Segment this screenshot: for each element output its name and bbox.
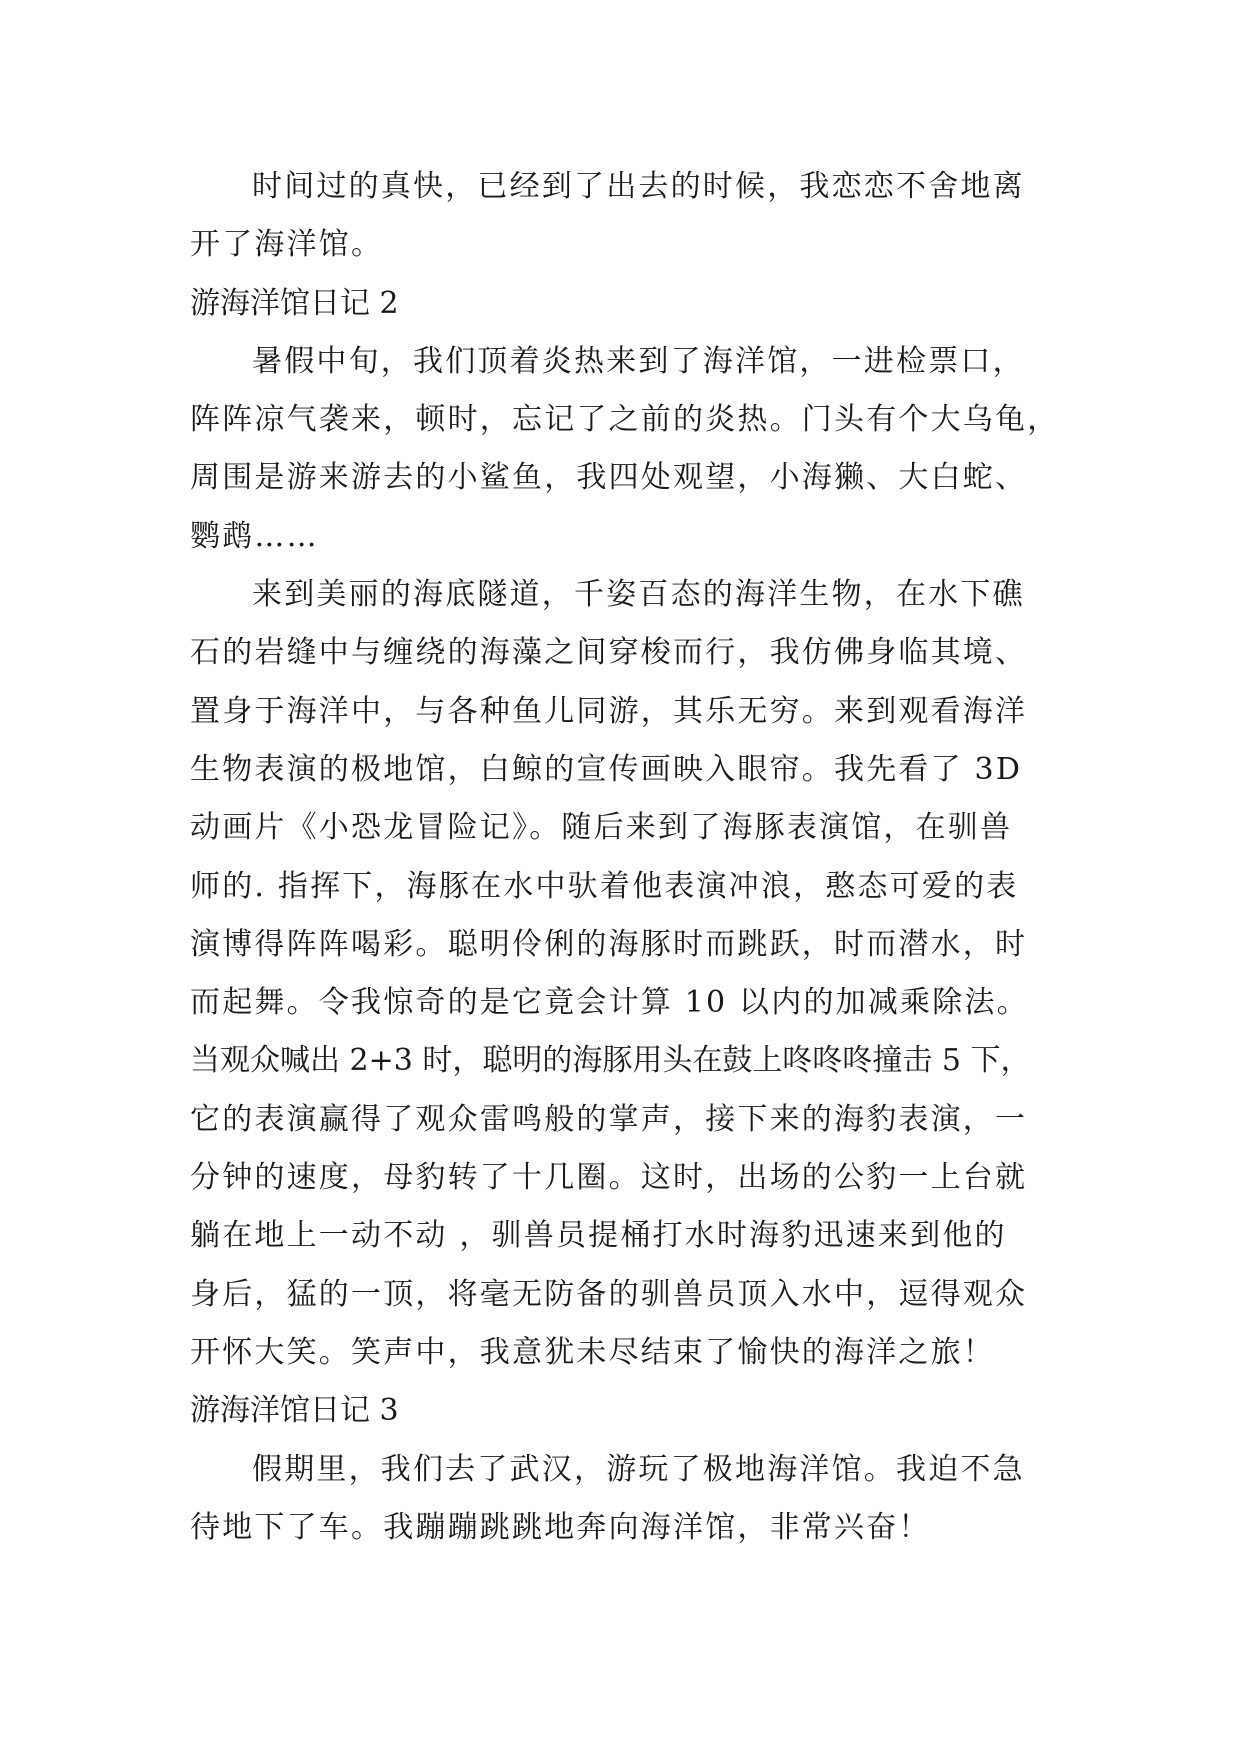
- text-line: 假期里，我们去了武汉，游玩了极地海洋馆。我迫不急: [252, 1451, 1025, 1487]
- text-line: 石的岩缝中与缠绕的海藻之间穿梭而行，我仿佛身临其境、: [190, 635, 1028, 671]
- paragraph: [190, 333, 1070, 566]
- text-line: 当观众喊出 2+3 时，聪明的海豚用头在鼓上咚咚咚撞击 5 下，: [190, 1043, 1031, 1079]
- text-line: 来到美丽的海底隧道，千姿百态的海洋生物，在水下礁: [252, 577, 1025, 613]
- paragraph: [190, 566, 1070, 1382]
- text-line: 待地下了车。我蹦蹦跳跳地奔向海洋馆，非常兴奋！: [190, 1509, 931, 1545]
- text-line: 开怀大笑。笑声中，我意犹未尽结束了愉快的海洋之旅！: [190, 1334, 995, 1370]
- text-line: 生物表演的极地馆，白鲸的宣传画映入眼帘。我先看了 3D: [190, 751, 1023, 787]
- text-line: 鹦鹉……: [190, 518, 319, 554]
- paragraph: [190, 1441, 1070, 1558]
- text-line: 阵阵凉气袭来，顿时，忘记了之前的炎热。门头有个大乌龟，: [190, 402, 1060, 438]
- text-line: 暑假中旬，我们顶着炎热来到了海洋馆，一进检票口，: [252, 343, 1025, 379]
- text-line: 开了海洋馆。: [190, 227, 384, 263]
- text-line: 周围是游来游去的小鲨鱼，我四处观望，小海獭、大白蛇、: [190, 460, 1028, 496]
- text-line: 而起舞。令我惊奇的是它竟会计算 10 以内的加减乘除法。: [190, 985, 1029, 1021]
- section-heading: 游海洋馆日记 2: [190, 285, 399, 321]
- text-line: 躺在地上一动不动 ，驯兽员提桶打水时海豹迅速来到他的: [190, 1218, 1007, 1254]
- document-body: [190, 158, 1070, 1557]
- text-line: 师的. 指挥下，海豚在水中驮着他表演冲浪，憨态可爱的表: [190, 868, 1019, 904]
- section-heading: 游海洋馆日记 3: [190, 1393, 399, 1429]
- text-line: 置身于海洋中，与各种鱼儿同游，其乐无穷。来到观看海洋: [190, 693, 1028, 729]
- text-line: 它的表演赢得了观众雷鸣般的掌声，接下来的海豹表演，一: [190, 1101, 1028, 1137]
- paragraph: [190, 158, 1070, 275]
- text-line: 演博得阵阵喝彩。聪明伶俐的海豚时而跳跃，时而潜水，时: [190, 926, 1028, 962]
- text-line: 分钟的速度，母豹转了十几圈。这时，出场的公豹一上台就: [190, 1160, 1028, 1196]
- text-line: 身后，猛的一顶，将毫无防备的驯兽员顶入水中，逗得观众: [190, 1276, 1028, 1312]
- text-line: 动画片《小恐龙冒险记》。随后来到了海豚表演馆，在驯兽: [190, 810, 1013, 846]
- text-line: 时间过的真快，已经到了出去的时候，我恋恋不舍地离: [252, 169, 1025, 204]
